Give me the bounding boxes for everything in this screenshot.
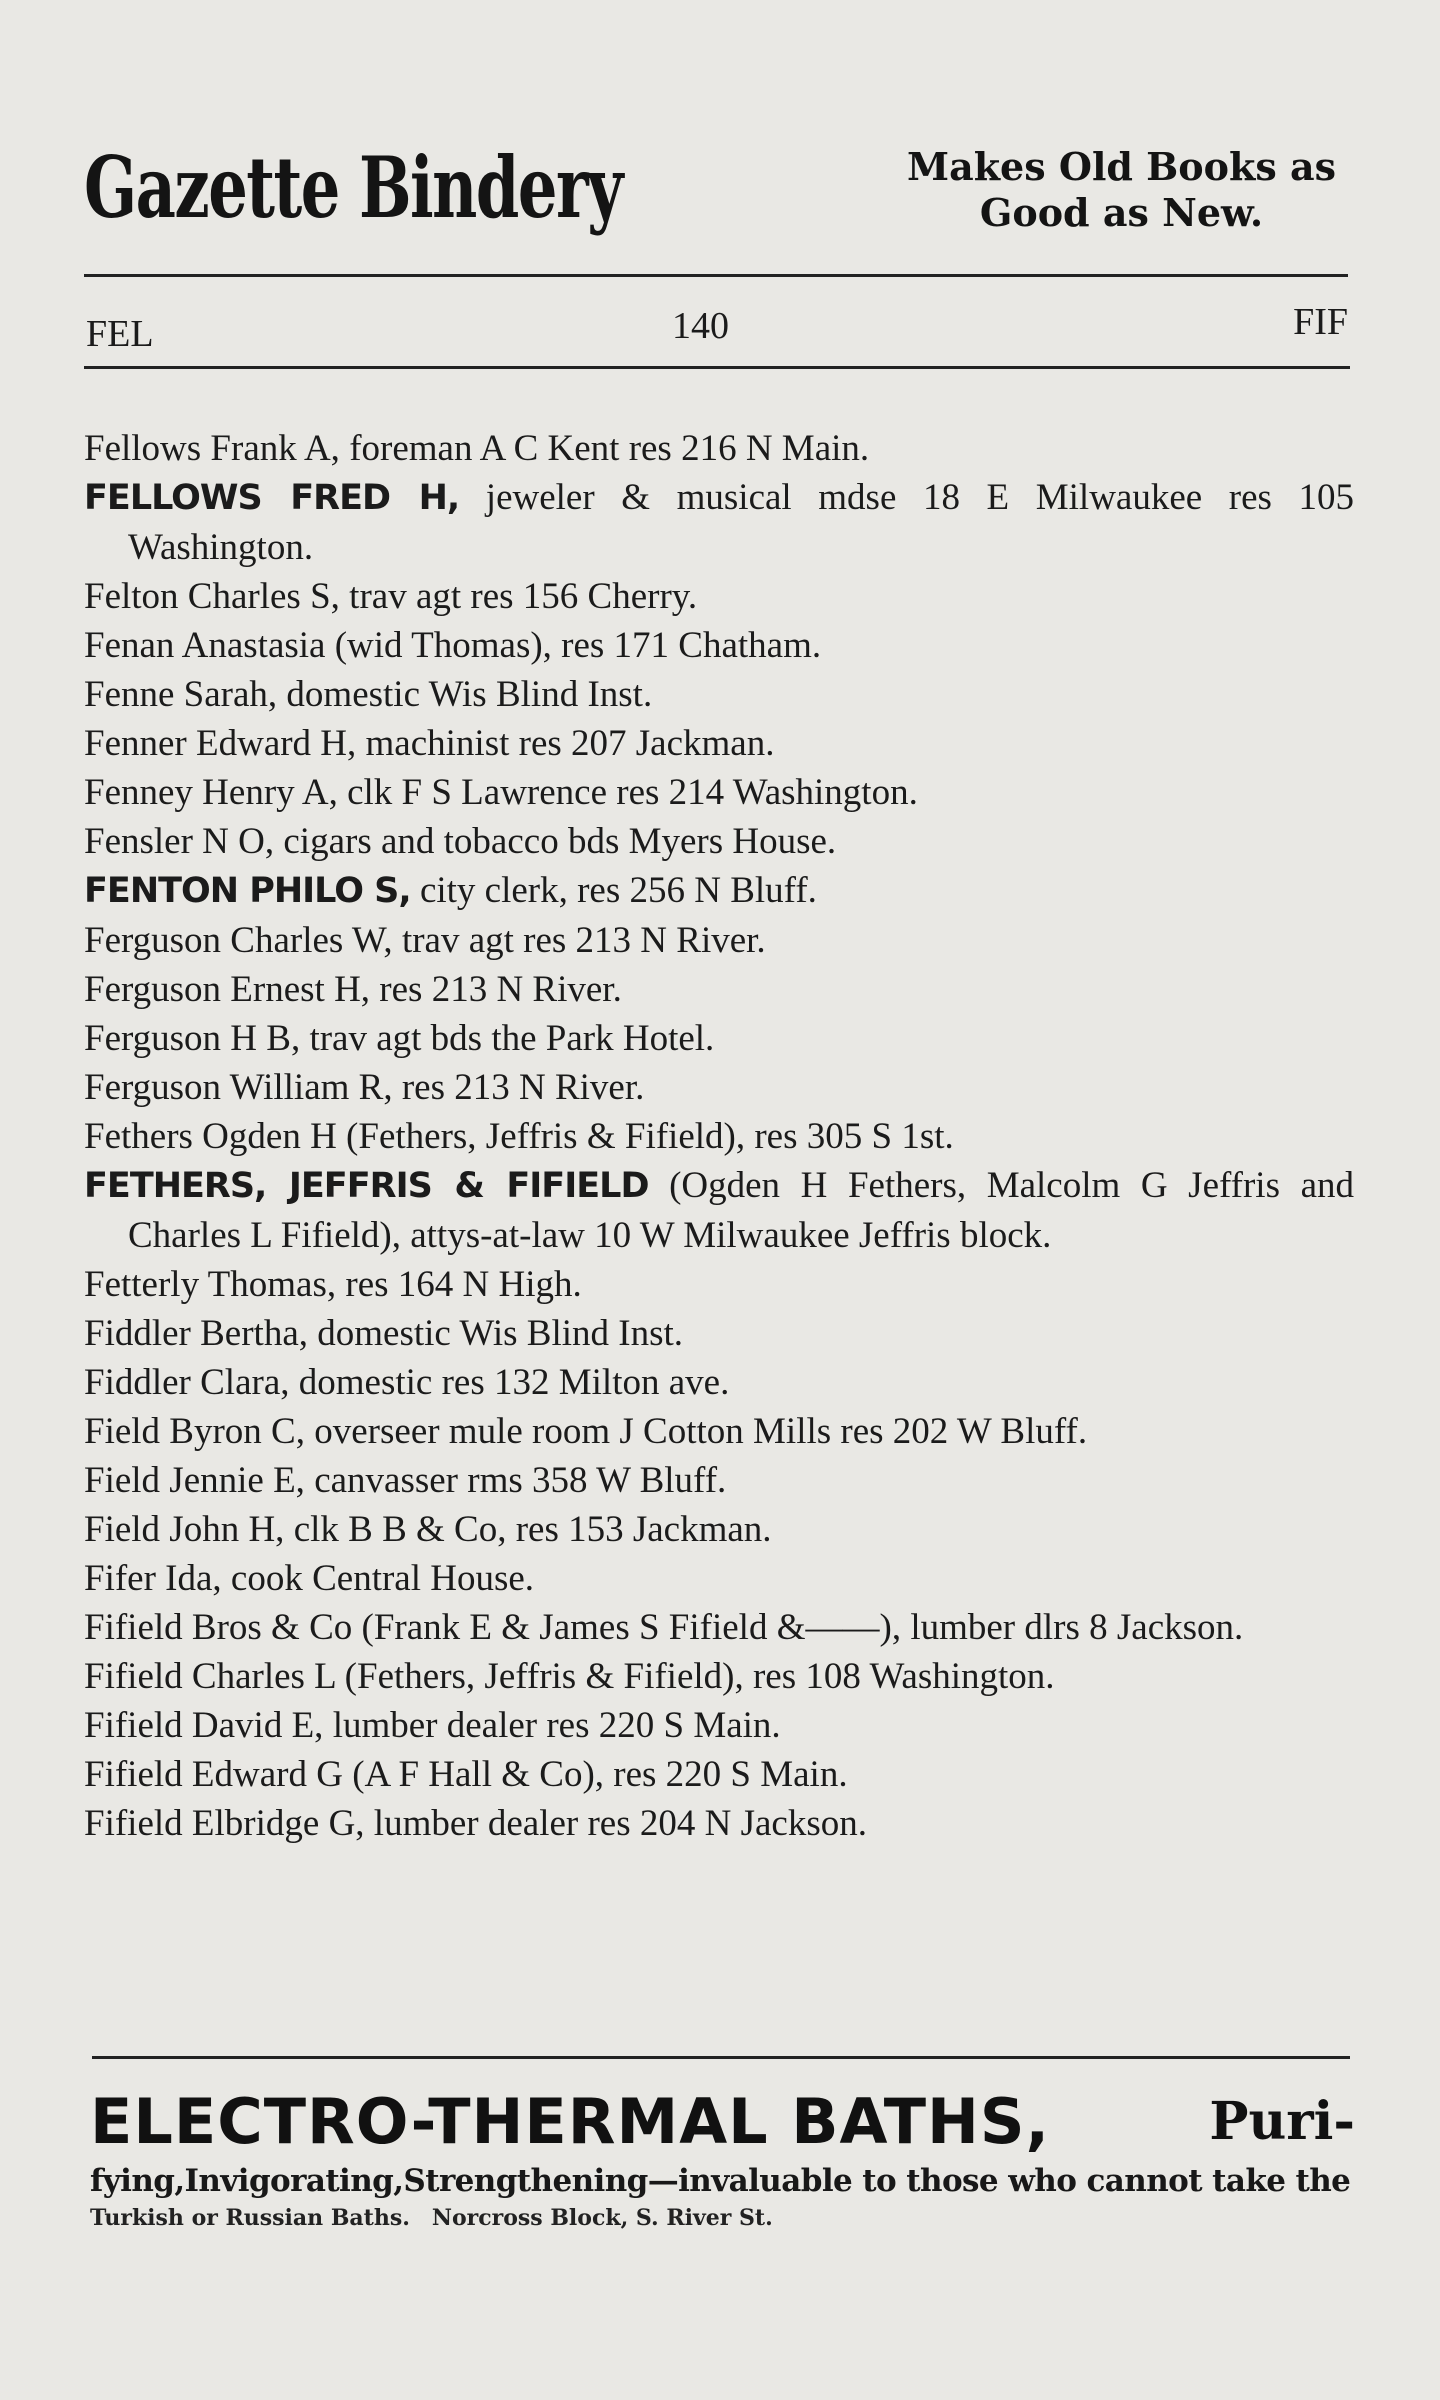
page-number: 140 [672, 305, 729, 347]
directory-entry: Fifield Elbridge G, lumber dealer res 204 N Jackson. [84, 1803, 867, 1844]
footer-rule [92, 2056, 1350, 2059]
header-ad-tagline [809, 144, 1434, 236]
directory-entry: Fiddler Clara, domestic res 132 Milton ave. [84, 1362, 730, 1403]
directory-entry: FELLOWS FRED H, jeweler & musical mdse 18 E Milwaukee res 105 Washington. [84, 477, 1354, 568]
running-head-right: FIF [1293, 301, 1348, 343]
footer-ad-headline: ELECTRO-THERMAL BATHS, [90, 2085, 1051, 2158]
directory-entry: Fenney Henry A, clk F S Lawrence res 214 Washington. [84, 772, 918, 813]
directory-entry: Field John H, clk B B & Co, res 153 Jackman. [84, 1509, 772, 1550]
directory-entry: Ferguson William R, res 213 N River. [84, 1067, 645, 1108]
directory-entry: Fellows Frank A, foreman A C Kent res 216 N Main. [84, 428, 870, 469]
directory-entry: Fenne Sarah, domestic Wis Blind Inst. [84, 674, 653, 715]
directory-entry: Fifer Ida, cook Central House. [84, 1558, 535, 1599]
header-rule-top [84, 274, 1348, 277]
directory-entry: FENTON PHILO S, city clerk, res 256 N Bluff. [84, 870, 817, 911]
directory-entry: Fifield David E, lumber dealer res 220 S Main. [84, 1705, 781, 1746]
directory-entry: Fensler N O, cigars and tobacco bds Myers House. [84, 821, 837, 862]
footer-ad-headline-tail: Puri- [1209, 2091, 1355, 2152]
directory-entry: Felton Charles S, trav agt res 156 Cherry. [84, 576, 698, 617]
directory-entry: FETHERS, JEFFRIS & FIFIELD (Ogden H Fethers, Malcolm G Jeffris and Charles L Fifield), attys-at-law 10 W Milwaukee Jeffris block. [84, 1165, 1354, 1256]
header-ad-tagline-line1: Makes Old Books as [907, 144, 1336, 189]
footer-ad-baths-text: Turkish or Russian Baths. [90, 2205, 410, 2231]
directory-entry: Fifield Charles L (Fethers, Jeffris & Fifield), res 108 Washington. [84, 1656, 1055, 1697]
directory-entry: Ferguson Ernest H, res 213 N River. [84, 969, 622, 1010]
header-advertisement [84, 138, 1354, 268]
directory-entry: Field Jennie E, canvasser rms 358 W Bluff. [84, 1460, 727, 1501]
header-ad-tagline-line2: Good as New. [979, 190, 1264, 235]
directory-entry: Field Byron C, overseer mule room J Cotton Mills res 202 W Bluff. [84, 1411, 1088, 1452]
footer-ad-headline-line [90, 2085, 1355, 2158]
directory-entry: Fenan Anastasia (wid Thomas), res 171 Chatham. [84, 625, 822, 666]
running-head-left: FEL [86, 313, 154, 355]
directory-entry: Fifield Bros & Co (Frank E & James S Fifield &——), lumber dlrs 8 Jackson. [84, 1607, 1244, 1648]
footer-ad-body: fying,Invigorating,Strengthening—invaluable to those who cannot take the [90, 2163, 1351, 2199]
running-head [84, 300, 1354, 355]
directory-entry: Ferguson Charles W, trav agt res 213 N River. [84, 920, 766, 961]
directory-entry: Fiddler Bertha, domestic Wis Blind Inst. [84, 1313, 684, 1354]
footer-ad-smallprint [90, 2205, 1355, 2231]
directory-entry: Ferguson H B, trav agt bds the Park Hotel. [84, 1018, 715, 1059]
directory-entry: Fenner Edward H, machinist res 207 Jackman. [84, 723, 775, 764]
header-rule-bottom [84, 366, 1350, 369]
directory-entries [84, 424, 1354, 1848]
directory-entry: Fifield Edward G (A F Hall & Co), res 220 S Main. [84, 1754, 848, 1795]
footer-ad-address: Norcross Block, S. River St. [431, 2205, 773, 2231]
footer-advertisement [90, 2085, 1355, 2231]
directory-entry: Fethers Ogden H (Fethers, Jeffris & Fifield), res 305 S 1st. [84, 1116, 954, 1157]
header-ad-title: Gazette Bindery [84, 138, 622, 237]
directory-entry: Fetterly Thomas, res 164 N High. [84, 1264, 582, 1305]
